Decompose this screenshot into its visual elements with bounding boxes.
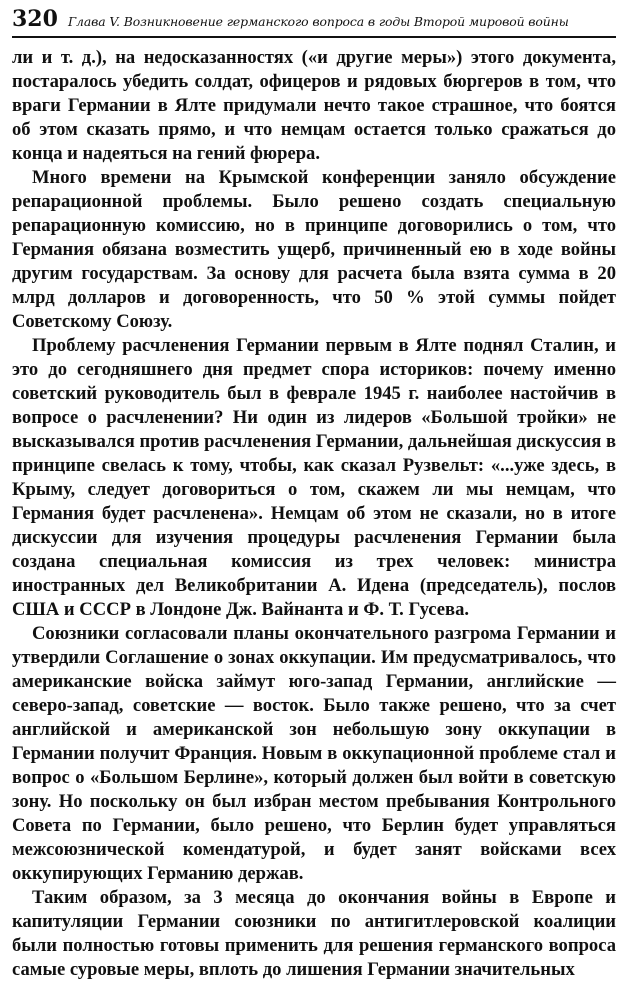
page-number: 320 <box>12 6 58 32</box>
paragraph-continuation: ли и т. д.), на недосказанностях («и другие меры») этого документа, постаралось убедить солдат, офицеров и рядовых бюргеров в том, что враги Германии в Ялте придумали нечто такое страшное, что боятся об этом сказать прямо, и что немцам остается только сражаться до конца и надеяться на гений фюрера. <box>12 47 616 164</box>
page-header <box>12 8 616 38</box>
paragraph: Проблему расчленения Германии первым в Ялте поднял Сталин, и это до сегодняшнего дня предмет спора историков: почему именно советский руководитель был в феврале 1945 г. наиболее настойчив в вопросе о расчленении? Ни один из лидеров «Большой тройки» не высказывался против расчленения Германии, дальнейшая дискуссия в принципе свелась к тому, чтобы, как сказал Рузвельт: «...уже здесь, в Крыму, следует договориться о том, скажем ли мы немцам, что Германия будет расчленена». Немцам об этом не сказали, но в итоге дискуссии для изучения процедуры расчленения Германии была создана специальная комиссия из трех человек: министра иностранных дел Великобритании А. Идена (председатель), послов США и СССР в Лондоне Дж. Вайнанта и Ф. Т. Гусева. <box>12 335 616 620</box>
paragraph: Таким образом, за 3 месяца до окончания войны в Европе и капитуляции Германии союзники по антигитлеровской коалиции были полностью готовы применить для решения германского вопроса самые суровые меры, вплоть до лишения Германии значительных <box>12 887 616 980</box>
paragraph: Много времени на Крымской конференции заняло обсуждение репарационной проблемы. Было решено создать специальную репарационную комиссию, но в принципе договорились о том, что Германия обязана возместить ущерб, причиненный ею в ходе войны другим государствам. За основу для расчета была взята сумма в 20 млрд долларов и договоренность, что 50 % этой суммы пойдет Советскому Союзу. <box>12 167 616 332</box>
running-title: Глава V. Возникновение германского вопроса в годы Второй мировой войны <box>67 14 569 29</box>
page-body <box>12 46 616 982</box>
paragraph: Союзники согласовали планы окончательного разгрома Германии и утвердили Соглашение о зонах оккупации. Им предусматривалось, что американские войска займут юго-запад Германии, английские — северо-запад, советские — восток. Было также решено, что за счет английской и американской зон небольшую зону оккупации в Германии получит Франция. Новым в оккупационной проблеме стал и вопрос о «Большом Берлине», который должен был войти в советскую зону. Но поскольку он был избран местом пребывания Контрольного Совета по Германии, было решено, что Берлин будет управляться межсоюзнической комендатурой, и будет занят войсками всех оккупирующих Германию держав. <box>12 623 616 884</box>
